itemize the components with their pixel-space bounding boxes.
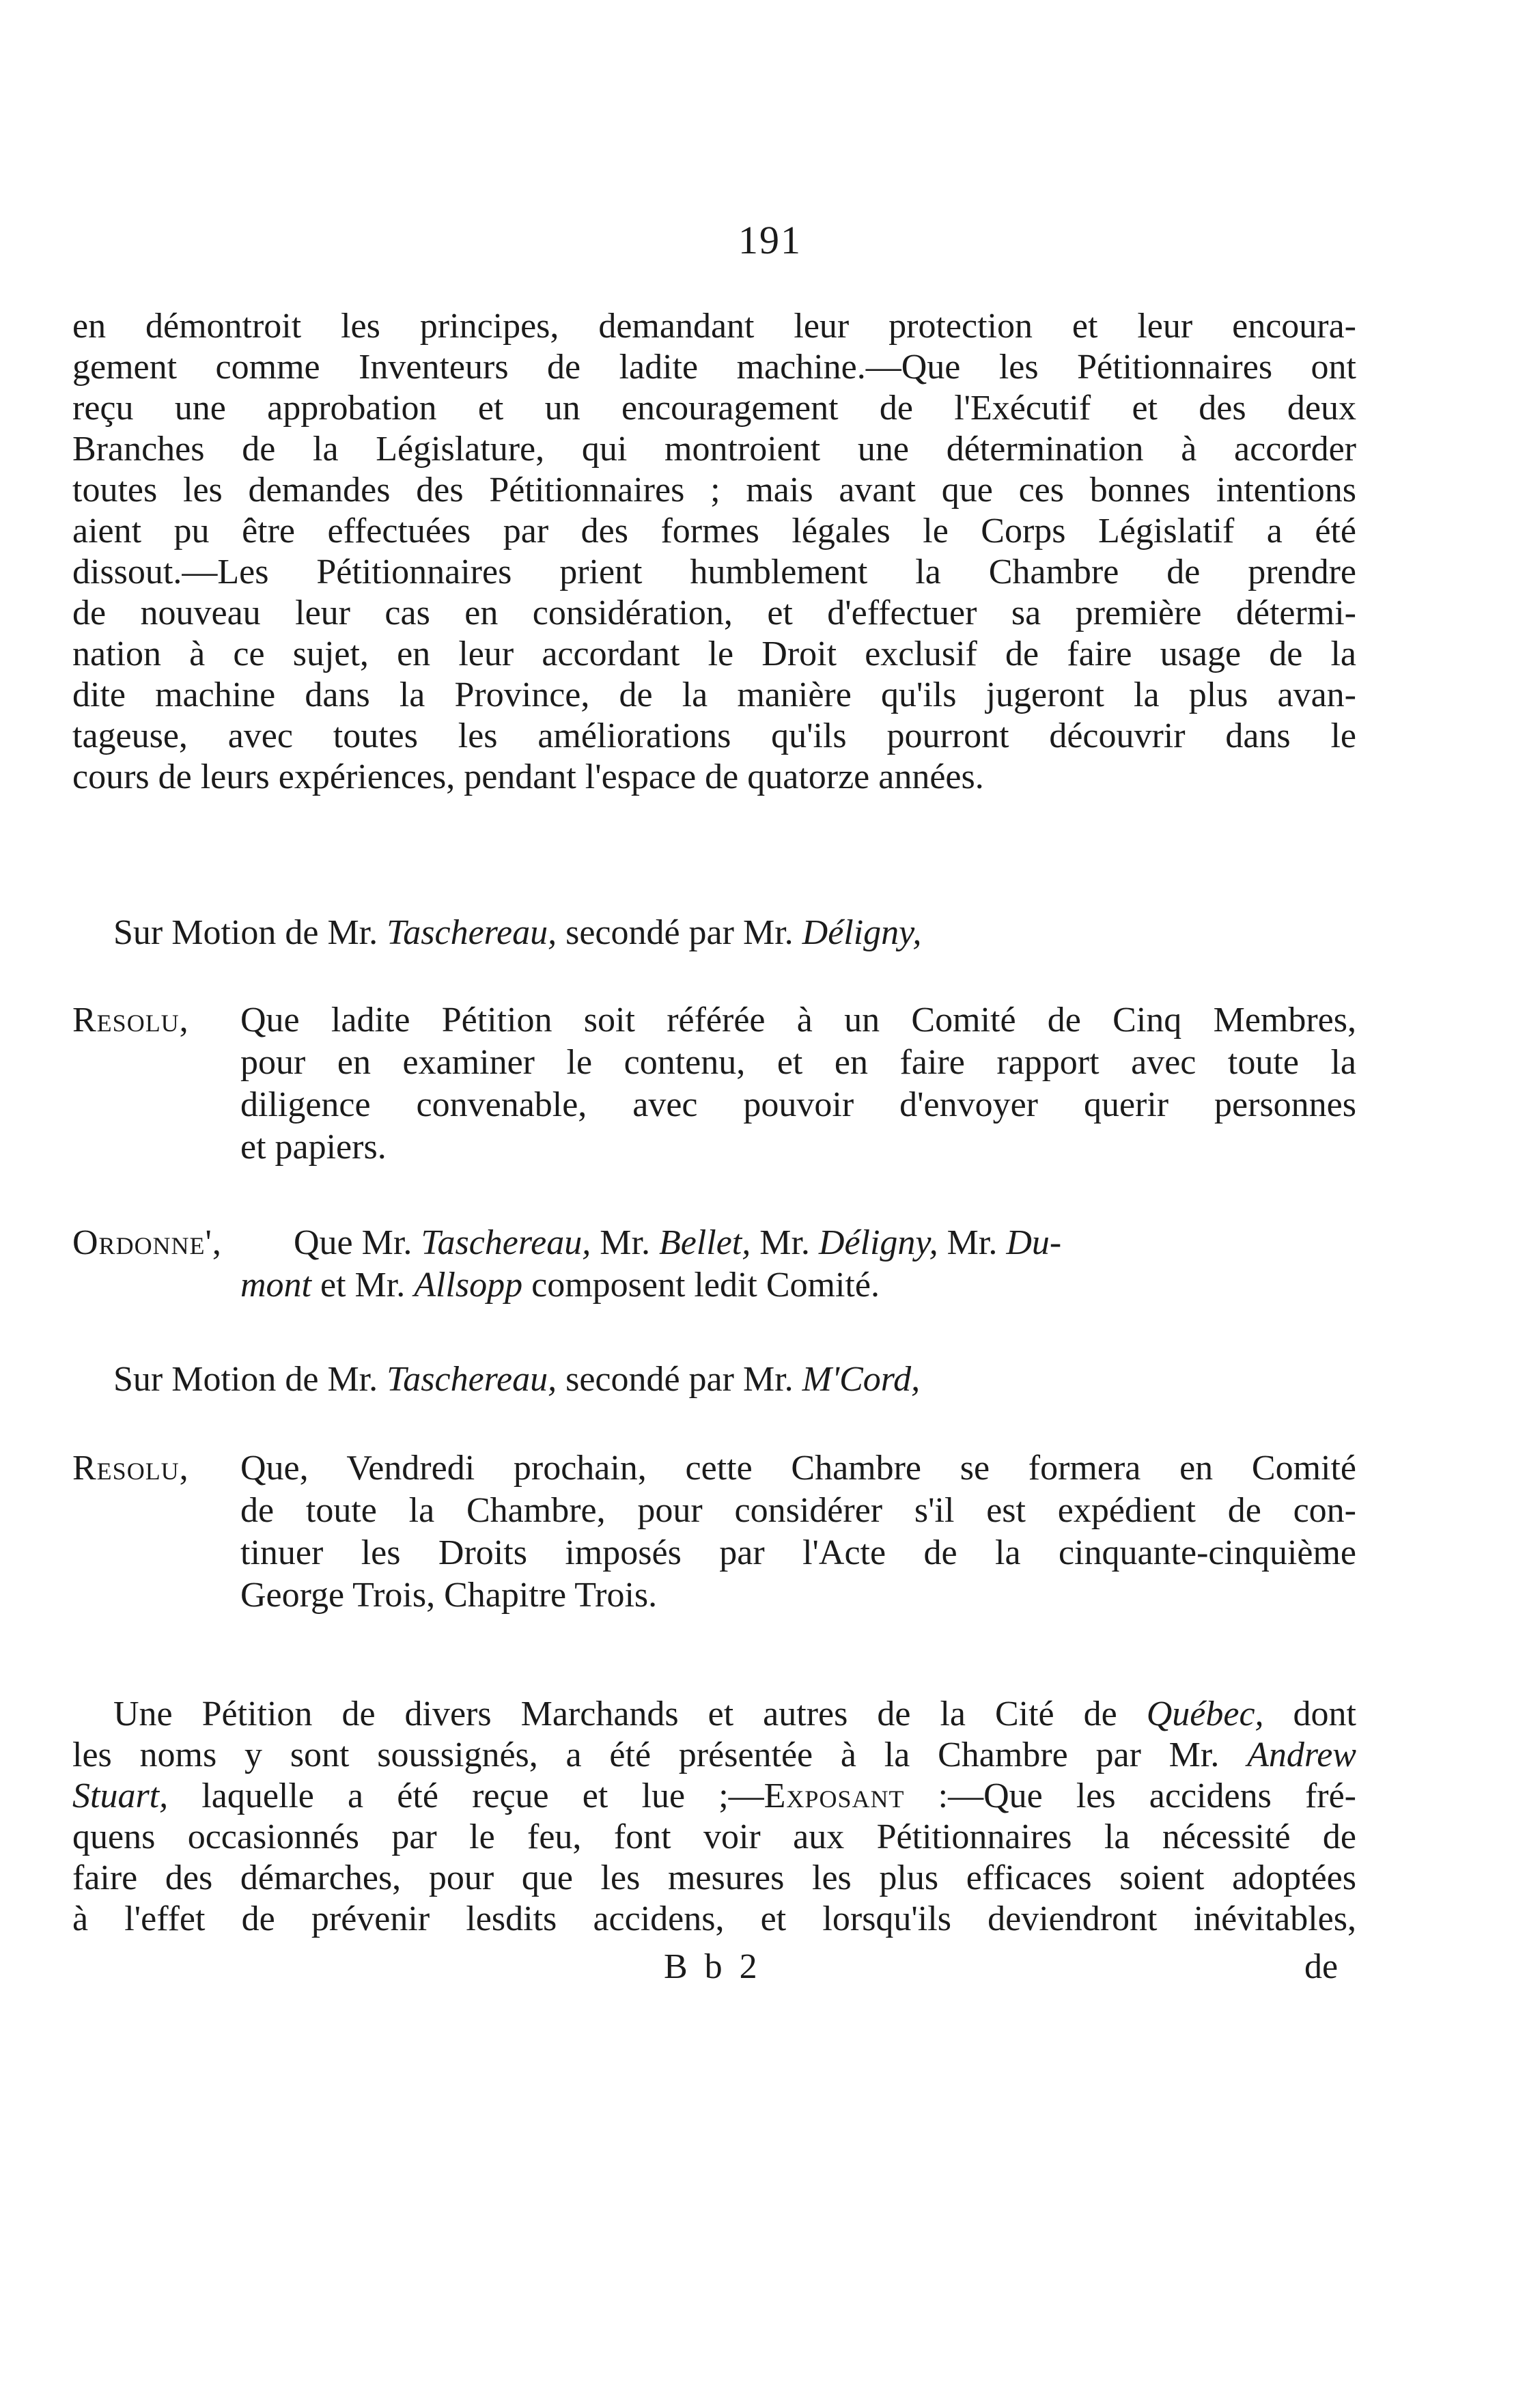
member-name: Bellet,	[658, 1223, 751, 1262]
ordonne-line	[240, 1265, 880, 1306]
member-name: Du-	[1006, 1223, 1062, 1262]
text-line: Branches de la Législature, qui montroient une détermination à accorder	[72, 430, 1356, 469]
text-line: dissout.—Les Pétitionnaires prient humblement la Chambre de prendre	[72, 553, 1356, 591]
text-line	[113, 1694, 1356, 1735]
text-run: Mr.	[938, 1223, 1007, 1262]
resolu-label: Resolu,	[72, 1001, 189, 1040]
motion-line	[113, 1359, 920, 1400]
text-line: reçu une approbation et un encouragement de l'Exécutif et des deux	[72, 389, 1356, 428]
member-name: Déligny,	[818, 1223, 938, 1262]
motion-prefix: Sur Motion de Mr.	[113, 1360, 387, 1399]
motion-middle: secondé par Mr.	[557, 1360, 802, 1399]
text-line: nation à ce sujet, en leur accordant le Droit exclusif de faire usage de la	[72, 635, 1356, 673]
text-run: Mr.	[751, 1223, 819, 1262]
text-run: les noms y sont soussignés, a été présentée à la Chambre par Mr.	[72, 1736, 1248, 1774]
text-line: toutes les demandes des Pétitionnaires ; mais avant que ces bonnes intentions	[72, 471, 1356, 510]
resolution-line: et papiers.	[240, 1128, 387, 1167]
text-line: quens occasionnés par le feu, font voir aux Pétitionnaires la nécessité de	[72, 1817, 1356, 1856]
page-number: 191	[738, 218, 802, 262]
person-name: Andrew	[1247, 1736, 1356, 1774]
text-line: tageuse, avec toutes les améliorations qu'ils pourront découvrir dans le	[72, 716, 1356, 755]
resolution-line: Que, Vendredi prochain, cette Chambre se formera en Comité	[240, 1449, 1356, 1488]
text-line: cours de leurs expériences, pendant l'espace de quatorze années.	[72, 757, 984, 796]
text-line: dite machine dans la Province, de la manière qu'ils jugeront la plus avan-	[72, 675, 1356, 714]
resolution-line: pour en examiner le contenu, et en faire rapport avec toute la	[240, 1043, 1356, 1082]
text-line: aient pu être effectuées par des formes légales le Corps Législatif a été	[72, 512, 1356, 551]
ordonne-line	[294, 1223, 1061, 1264]
person-name: Stuart,	[72, 1776, 169, 1815]
seconder-name: M'Cord,	[802, 1360, 921, 1399]
member-name: Taschereau,	[421, 1223, 591, 1262]
resolution-line: de toute la Chambre, pour considérer s'il est expédient de con-	[240, 1491, 1356, 1530]
member-name: mont	[240, 1266, 311, 1305]
text-run: laquelle a été reçue et lue ;—	[168, 1776, 764, 1815]
motion-line	[113, 912, 921, 953]
resolution-line: Que ladite Pétition soit référée à un Comité de Cinq Membres,	[240, 1001, 1356, 1040]
text-run: :—Que les accidens fré-	[904, 1776, 1357, 1815]
text-run: Mr.	[591, 1223, 659, 1262]
exposant-label: Exposant	[764, 1776, 905, 1815]
signature-mark: B b 2	[664, 1947, 761, 1986]
text-run: composent ledit Comité.	[522, 1266, 880, 1305]
motion-prefix: Sur Motion de Mr.	[113, 913, 387, 952]
text-run: dont	[1263, 1695, 1356, 1733]
member-name: Allsopp	[414, 1266, 523, 1305]
resolution-line: George Trois, Chapitre Trois.	[240, 1576, 658, 1615]
text-line: gement comme Inventeurs de ladite machine.—Que les Pétitionnaires ont	[72, 348, 1356, 387]
text-line	[72, 1735, 1356, 1776]
text-run: Une Pétition de divers Marchands et autres de la Cité de	[113, 1695, 1147, 1733]
resolu-label: Resolu,	[72, 1449, 189, 1488]
text-line: de nouveau leur cas en considération, et d'effectuer sa première détermi-	[72, 594, 1356, 632]
text-line: à l'effet de prévenir lesdits accidens, et lorsqu'ils deviendront inévitables,	[72, 1899, 1356, 1938]
text-line	[72, 1776, 1356, 1817]
mover-name: Taschereau,	[387, 1360, 557, 1399]
resolution-line: tinuer les Droits imposés par l'Acte de la cinquante-cinquième	[240, 1533, 1356, 1572]
mover-name: Taschereau,	[387, 913, 557, 952]
text-line: faire des démarches, pour que les mesures les plus efficaces soient adoptées	[72, 1858, 1356, 1897]
motion-middle: secondé par Mr.	[557, 913, 802, 952]
seconder-name: Déligny,	[802, 913, 922, 952]
text-line: en démontroit les principes, demandant leur protection et leur encoura-	[72, 307, 1356, 346]
resolution-line: diligence convenable, avec pouvoir d'envoyer querir personnes	[240, 1085, 1356, 1124]
ordonne-label: Ordonne',	[72, 1223, 222, 1262]
catchword: de	[1304, 1947, 1339, 1986]
text-run: Que Mr.	[294, 1223, 421, 1262]
text-run: et Mr.	[311, 1266, 415, 1305]
place-name: Québec,	[1146, 1695, 1264, 1733]
